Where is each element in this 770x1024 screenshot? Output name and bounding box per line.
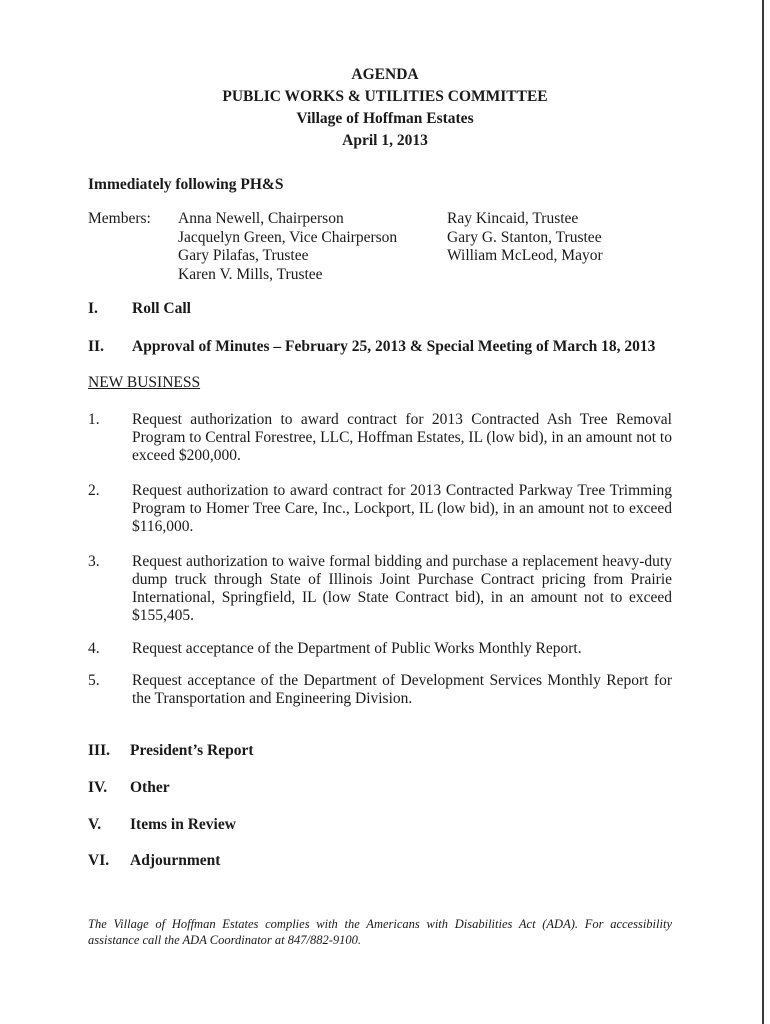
section-number: III. [88,742,110,759]
ada-notice: The Village of Hoffman Estates complies with the Americans with Disabilities Act (ADA). For accessibility assistance call the ADA Coordinator at 847/882-9100. [88,917,672,947]
section-number: IV. [88,779,108,796]
section-number: VI. [88,852,110,869]
member-name: Gary G. Stanton, Trustee [447,228,602,246]
header-title: AGENDA [351,66,419,83]
item-number: 1. [88,411,100,428]
section-number: V. [88,816,102,833]
section-number: II. [88,338,104,355]
members-column-right [447,210,603,266]
header-committee: PUBLIC WORKS & UTILITIES COMMITTEE [222,88,548,105]
member-name: William McLeod, Mayor [447,247,603,264]
members-label: Members: [88,210,151,227]
item-number: 5. [88,672,100,689]
intro-line: Immediately following PH&S [88,176,284,193]
member-name: Anna Newell, Chairperson [178,210,344,227]
section-title: Adjournment [130,852,221,869]
member-name: Gary Pilafas, Trustee [178,247,309,264]
item-number: 3. [88,553,100,570]
member-name: Jacquelyn Green, Vice Chairperson [178,228,398,246]
section-title: Other [130,779,170,796]
member-name: Karen V. Mills, Trustee [178,265,323,283]
item-text: Request acceptance of the Department of Public Works Monthly Report. [132,640,582,657]
new-business-heading: NEW BUSINESS [88,374,201,391]
item-number: 2. [88,482,100,499]
item-text: Request authorization to award contract for 2013 Contracted Ash Tree Removal Program to Central Forestree, LLC, Hoffman Estates, IL (low bid), in an amount not to exceed $200,000. [132,411,672,464]
section-title: Approval of Minutes – February 25, 2013 & Special Meeting of March 18, 2013 [132,338,656,355]
item-number: 4. [88,640,100,657]
page-edge-line [762,0,764,1024]
section-title: Roll Call [132,300,191,317]
item-text: Request authorization to waive formal bidding and purchase a replacement heavy-duty dump truck through State of Illinois Joint Purchase Contract pricing from Prairie International, Springfield, IL (low State Contract bid), in an amount not to exceed $155,405. [132,553,672,624]
section-title: Items in Review [130,816,236,833]
header-village: Village of Hoffman Estates [296,110,474,127]
section-title: President’s Report [130,742,254,759]
member-name: Ray Kincaid, Trustee [447,210,579,227]
agenda-header [0,64,770,152]
item-text: Request acceptance of the Department of Development Services Monthly Report for the Transportation and Engineering Division. [132,672,672,707]
members-column-left [178,210,397,284]
item-text: Request authorization to award contract for 2013 Contracted Parkway Tree Trimming Program to Homer Tree Care, Inc., Lockport, IL (low bid), in an amount not to exceed $116,000. [132,482,672,535]
section-number: I. [88,300,98,317]
header-date: April 1, 2013 [342,132,428,149]
